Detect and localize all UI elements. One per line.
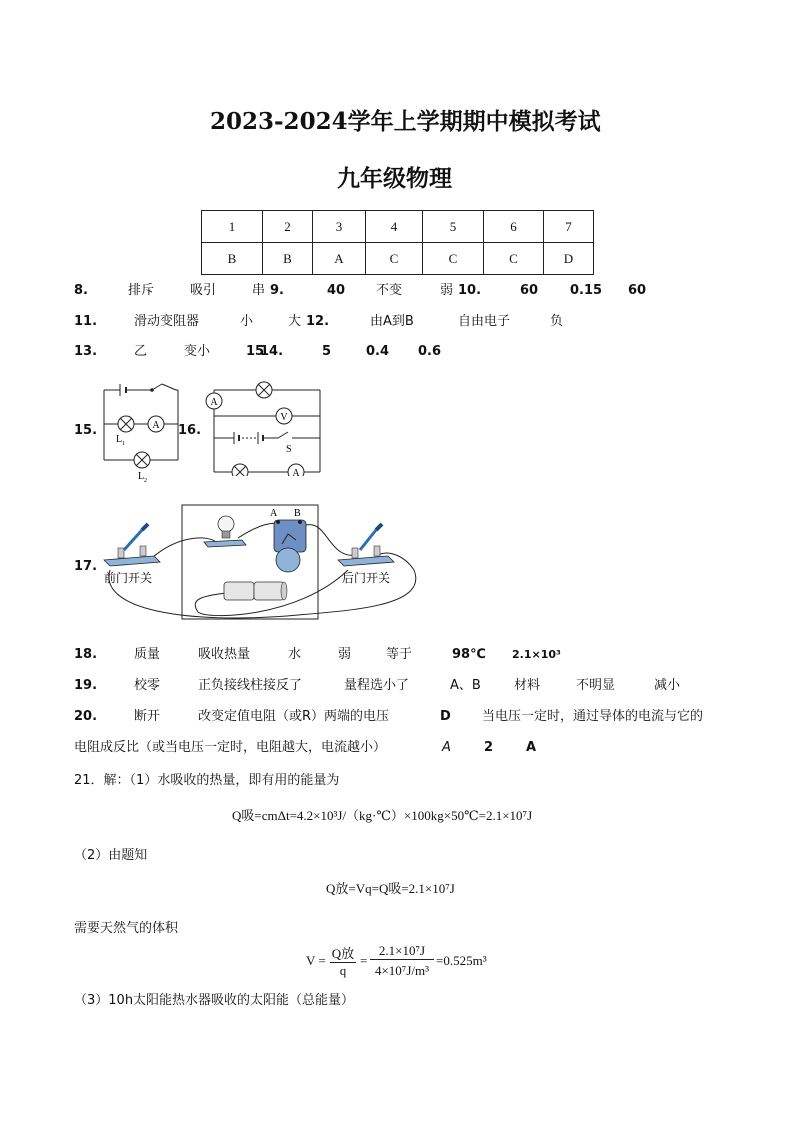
answer-text: 吸引 bbox=[190, 283, 217, 298]
answer-text: 弱 bbox=[440, 283, 454, 298]
answer-text: 98℃ bbox=[452, 647, 486, 662]
answer-text: 2 bbox=[484, 740, 494, 755]
lamp-label-l2: L bbox=[138, 471, 145, 482]
answer-text: 断开 bbox=[134, 709, 161, 724]
table-cell: B bbox=[263, 243, 313, 275]
answer-text: 40 bbox=[327, 283, 346, 298]
fraction-numerator: Q放 bbox=[330, 943, 356, 963]
table-cell: C bbox=[366, 243, 423, 275]
question-number-17: 17. bbox=[74, 559, 98, 574]
question-number: 8. bbox=[74, 283, 88, 298]
answer-text: A bbox=[442, 740, 451, 755]
table-cell: 3 bbox=[313, 211, 366, 243]
front-door-switch bbox=[104, 524, 160, 566]
battery-icon bbox=[224, 582, 287, 600]
answer-text: 小 bbox=[240, 314, 254, 329]
answer-text: 电阻成反比（或当电压一定时，电阻越大，电流越小） bbox=[74, 740, 387, 755]
question-number: 14. bbox=[260, 344, 284, 359]
answer-text: 排斥 bbox=[128, 283, 155, 298]
table-cell: B bbox=[202, 243, 263, 275]
answer-text: 0.15 bbox=[570, 283, 603, 298]
answer-text: 自由电子 bbox=[458, 314, 511, 329]
question-number: 11. bbox=[74, 314, 98, 329]
question-number: 19. bbox=[74, 678, 98, 693]
answer-text: 量程选小了 bbox=[344, 678, 410, 693]
answer-text: 大 bbox=[288, 314, 302, 329]
answer-text: 15 bbox=[246, 344, 265, 359]
table-cell: C bbox=[423, 243, 484, 275]
table-cell: 5 bbox=[423, 211, 484, 243]
answer-text: 不明显 bbox=[576, 678, 616, 693]
answer-text: 材料 bbox=[514, 678, 541, 693]
answer-text: 正负接线柱接反了 bbox=[198, 678, 303, 693]
answer-text: 水 bbox=[288, 647, 302, 662]
q21-part3: （3）10h太阳能热水器吸收的太阳能（总能量） bbox=[74, 993, 355, 1008]
answer-table-answer-row bbox=[202, 243, 594, 275]
answer-text: 等于 bbox=[386, 647, 413, 662]
formula-heat-released: Q放=Vq=Q吸=2.1×10⁷J bbox=[326, 881, 455, 896]
question-number: 12. bbox=[306, 314, 330, 329]
table-cell: D bbox=[544, 243, 594, 275]
table-cell: A bbox=[313, 243, 366, 275]
answer-text: 校零 bbox=[134, 678, 161, 693]
fraction-denominator: 4×10⁷J/m³ bbox=[374, 963, 430, 978]
table-cell: C bbox=[484, 243, 544, 275]
answer-text: 变小 bbox=[184, 344, 211, 359]
table-cell: 4 bbox=[366, 211, 423, 243]
answer-text: 串 bbox=[252, 283, 266, 298]
back-door-switch bbox=[338, 524, 394, 566]
question-number-15: 15. bbox=[74, 423, 98, 438]
q21-need-volume: 需要天然气的体积 bbox=[74, 921, 179, 936]
table-cell: 7 bbox=[544, 211, 594, 243]
voltmeter-label: V bbox=[280, 412, 288, 423]
table-cell: 6 bbox=[484, 211, 544, 243]
lamp-label-l1-sub: 1 bbox=[122, 441, 125, 447]
switch-label-s: S bbox=[286, 444, 292, 455]
question-number: 20. bbox=[74, 709, 98, 724]
ammeter-label: A bbox=[292, 468, 300, 476]
formula-heat-absorbed: Q吸=cmΔt=4.2×10³J/（kg·℃）×100kg×50℃=2.1×10⁷J bbox=[232, 808, 533, 823]
formula-result: =0.525m³ bbox=[436, 953, 487, 968]
doorbell-wiring-diagram bbox=[98, 500, 420, 628]
question-number: 10. bbox=[458, 283, 482, 298]
circuit-diagram-16 bbox=[202, 378, 326, 476]
answer-text: 弱 bbox=[338, 647, 352, 662]
ammeter-label: A bbox=[152, 420, 160, 431]
answer-text: 负 bbox=[550, 314, 564, 329]
lamp-label-l2-sub: 2 bbox=[144, 478, 147, 484]
answer-text: 质量 bbox=[134, 647, 161, 662]
formula-lhs: V = bbox=[306, 953, 326, 968]
fraction-denominator: q bbox=[339, 963, 347, 978]
answer-text: 乙 bbox=[134, 344, 148, 359]
table-cell: 1 bbox=[202, 211, 263, 243]
question-number: 18. bbox=[74, 647, 98, 662]
question-number: 13. bbox=[74, 344, 98, 359]
answer-text: 不变 bbox=[376, 283, 403, 298]
answer-text: 5 bbox=[322, 344, 332, 359]
answer-text: 60 bbox=[520, 283, 539, 298]
answer-text: 改变定值电阻（或R）两端的电压 bbox=[198, 709, 390, 724]
terminal-a-label: A bbox=[270, 508, 278, 519]
answer-text: 60 bbox=[628, 283, 647, 298]
question-number-16: 16. bbox=[178, 423, 202, 438]
question-number: 9. bbox=[270, 283, 284, 298]
terminal-b-label: B bbox=[294, 508, 301, 519]
q21-intro: 21．解：（1）水吸收的热量，即有用的能量为 bbox=[74, 773, 340, 788]
lamp-label-l1: L bbox=[116, 434, 123, 445]
answer-table-number-row bbox=[202, 211, 594, 243]
table-cell: 2 bbox=[263, 211, 313, 243]
answer-text: A、B bbox=[450, 678, 481, 693]
answer-text: D bbox=[440, 709, 451, 724]
front-switch-label: 前门开关 bbox=[104, 571, 153, 585]
ammeter-label: A bbox=[210, 397, 218, 408]
answer-text: 当电压一定时，通过导体的电流与它的 bbox=[482, 709, 704, 724]
answer-text: 2.1×10³ bbox=[512, 648, 561, 661]
answer-text: A bbox=[526, 740, 537, 755]
answer-text: 减小 bbox=[654, 678, 681, 693]
answer-text: 0.6 bbox=[418, 344, 442, 359]
back-switch-label: 后门开关 bbox=[342, 571, 391, 585]
page-title: 2023-2024学年上学期期中模拟考试 bbox=[210, 108, 601, 135]
fraction-numerator: 2.1×10⁷J bbox=[370, 943, 434, 960]
answer-text: 滑动变阻器 bbox=[134, 314, 200, 329]
page-subtitle: 九年级物理 bbox=[337, 165, 452, 192]
circuit-diagram-15 bbox=[96, 378, 196, 486]
q21-part2: （2）由题知 bbox=[74, 848, 148, 863]
answer-text: 吸收热量 bbox=[198, 647, 251, 662]
answer-text: 由A到B bbox=[370, 314, 414, 329]
answer-table bbox=[201, 210, 594, 275]
answer-text: 0.4 bbox=[366, 344, 390, 359]
